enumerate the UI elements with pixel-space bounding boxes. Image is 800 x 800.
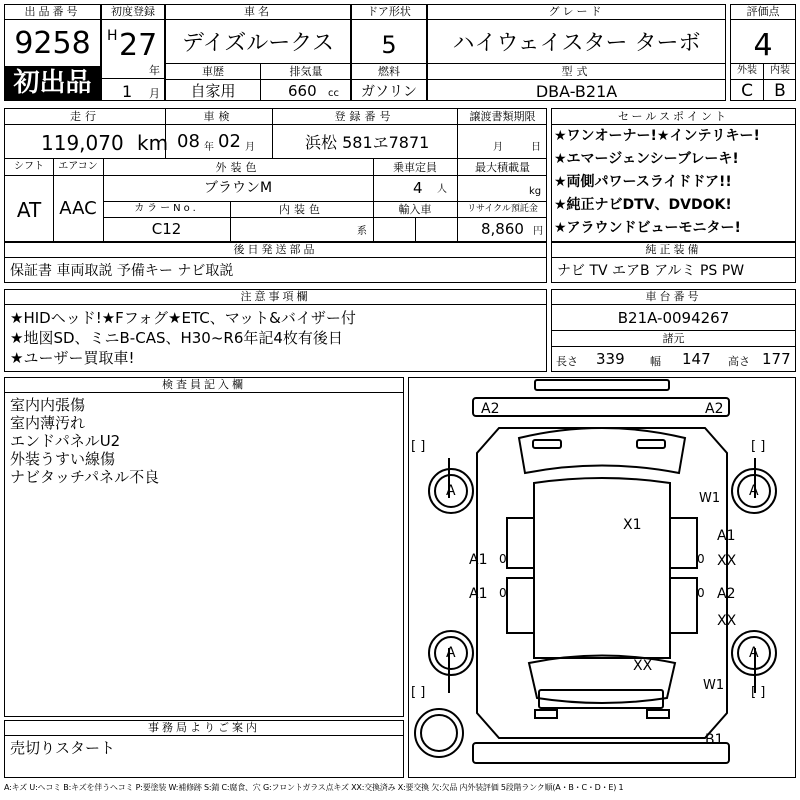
car-history: 自家用: [190, 82, 236, 100]
equip-value: ナビ TV エアB アルミ PS PW: [557, 263, 745, 279]
mark-a1-left-front: A1: [469, 552, 488, 568]
int-score: B: [774, 81, 786, 101]
notes-line-3: ★ユーザー買取車!: [10, 349, 135, 367]
reg-box: [101, 4, 165, 101]
details-box: [4, 108, 547, 242]
mark-w1-rear: W1: [703, 678, 725, 693]
mark-zero-right-rear: 0: [697, 586, 705, 600]
mark-wheel-fl: A: [446, 483, 456, 499]
inspector-line-4: 外装うすい線傷: [10, 450, 116, 468]
ext-score-label: 外装: [737, 65, 757, 76]
height-label: 高さ: [728, 355, 750, 368]
inspection-year-unit: 年: [204, 142, 214, 153]
car-name: デイズルークス: [181, 31, 335, 56]
length-label: 長さ: [556, 355, 578, 368]
ext-score: C: [741, 81, 753, 101]
car-history-label: 車歴: [202, 65, 224, 78]
parts-value: 保証書 車両取説 予備キー ナビ取説: [10, 263, 234, 279]
recycle-label: リサイクル預託金: [467, 204, 538, 214]
bracket-fr: [ ]: [751, 439, 766, 454]
inspection-month-unit: 月: [245, 142, 255, 153]
inspector-line-1: 室内内張傷: [10, 396, 86, 414]
door-box: [351, 4, 427, 101]
reg-month-unit: 月: [149, 87, 160, 100]
listing-no-label: 出品番号: [5, 5, 100, 20]
model-label: 型式: [561, 65, 592, 78]
width-label: 幅: [650, 355, 661, 368]
load-unit: kg: [529, 186, 542, 197]
plate-label: 登録番号: [334, 110, 395, 123]
sales-line-4: ★純正ナビDTV、DVDOK!: [554, 197, 732, 213]
inspection-label: 車検: [203, 110, 234, 123]
mark-a2-right-rear: A2: [717, 586, 736, 602]
first-listing-badge: 初出品: [5, 66, 100, 100]
dims-label: 諸元: [662, 332, 685, 345]
listing-box: [4, 4, 101, 101]
notes-box: [4, 289, 547, 372]
equip-label: 純正装備: [552, 243, 795, 258]
sales-label: セールスポイント: [552, 109, 795, 125]
chassis-label: 車台番号: [552, 290, 795, 305]
score-box: [730, 4, 796, 101]
legend: A:キズ U:ヘコミ B:キズを伴うヘコミ P:要塗装 W:補修跡 S:錆 C:腐食、穴 G:フロントガラス点キズ XX:交換済み X:要交換 欠:欠品 内外装評価 5段階ランク順(A・B・C・D・E) 1: [4, 783, 624, 792]
reg-year: 27: [119, 28, 158, 63]
sales-line-3: ★両側パワースライドドア!!: [554, 174, 732, 190]
int-color-unit: 系: [357, 226, 367, 237]
import-label: 輸入車: [398, 203, 432, 216]
mileage-label: 走行: [70, 110, 100, 123]
mark-xx-right-rear: XX: [717, 613, 737, 629]
reg-year-unit: 年: [149, 64, 160, 77]
bracket-rr: [ ]: [751, 685, 766, 700]
fuel-value: ガソリン: [361, 84, 417, 100]
load-label: 最大積載量: [475, 161, 530, 174]
inspector-line-5: ナビタッチパネル不良: [10, 468, 160, 486]
parts-box: [4, 242, 547, 283]
length-value: 339: [596, 350, 625, 368]
inspector-line-2: 室内薄汚れ: [10, 414, 86, 432]
fuel-label: 燃料: [378, 65, 400, 78]
int-score-label: 内装: [770, 65, 790, 76]
ext-color-value: ブラウンM: [203, 180, 273, 196]
mark-front-left: A2: [481, 401, 500, 417]
transfer-label: 譲渡書類期限: [469, 110, 536, 123]
width-value: 147: [682, 350, 711, 368]
reg-era: H: [107, 28, 118, 44]
mark-a1-left-rear: A1: [469, 586, 488, 602]
recycle-unit: 円: [533, 226, 543, 237]
transfer-day-unit: 日: [531, 142, 541, 153]
equip-box: [551, 242, 796, 283]
mark-b1: B1: [705, 732, 724, 748]
chassis-box: [551, 289, 796, 372]
inspector-label: 検査員記入欄: [5, 378, 403, 393]
car-disp-label: 排気量: [289, 65, 323, 78]
mark-zero-right-front: 0: [697, 552, 705, 566]
mark-w1-front: W1: [699, 491, 721, 506]
score-label: 評価点: [731, 5, 795, 20]
mark-zero-left-front: 0: [499, 552, 507, 566]
plate-value: 浜松 581ヱ7871: [305, 133, 430, 152]
model-value: DBA-B21A: [535, 82, 618, 101]
chassis-value: B21A-0094267: [617, 309, 730, 327]
capacity-label: 乗車定員: [393, 161, 437, 174]
shift-label: シフト: [14, 161, 44, 172]
shift-value: AT: [16, 198, 42, 222]
mileage-unit: km: [137, 131, 169, 155]
mark-xx-right-front: XX: [717, 553, 737, 569]
car-outline: [409, 378, 795, 777]
mark-wheel-rr: A: [749, 645, 759, 661]
mark-wheel-fr: A: [749, 483, 759, 499]
office-label: 事務局よりご案内: [5, 721, 403, 736]
grade-value: ハイウェイスター ターボ: [452, 31, 701, 56]
color-code-label: カラーNo.: [134, 203, 199, 214]
grade-box: [427, 4, 726, 101]
car-name-label: 車名: [166, 5, 350, 20]
door-label: ドア形状: [352, 5, 426, 20]
damage-diagram: [408, 377, 796, 778]
car-disp-unit: cc: [328, 88, 339, 99]
car-disp: 660: [288, 82, 317, 100]
listing-no: 9258: [14, 26, 91, 61]
transfer-month-unit: 月: [493, 142, 503, 153]
score-value: 4: [753, 28, 773, 63]
grade-label: グレード: [428, 5, 725, 20]
ext-color-label: 外装色: [215, 161, 261, 174]
mark-wheel-rl: A: [446, 645, 456, 661]
notes-label: 注意事項欄: [5, 290, 546, 305]
mark-x1: X1: [623, 517, 642, 533]
mark-a1-right-front: A1: [717, 528, 736, 544]
recycle-value: 8,860: [481, 220, 524, 238]
sales-line-5: ★アラウンドビューモニター!: [554, 220, 741, 236]
car-box: [165, 4, 351, 101]
capacity-value: 4: [413, 179, 423, 197]
bracket-fl: [ ]: [411, 439, 426, 454]
door-value: 5: [381, 31, 397, 59]
ac-label: エアコン: [58, 161, 98, 172]
bracket-rl: [ ]: [411, 685, 426, 700]
notes-line-2: ★地図SD、ミニB-CAS、H30~R6年記4枚有後日: [10, 329, 343, 347]
inspection-month: 02: [218, 131, 241, 152]
inspector-box: [4, 377, 404, 717]
int-color-label: 内装色: [279, 203, 324, 216]
sales-line-2: ★エマージェンシーブレーキ!: [554, 151, 739, 167]
color-code: C12: [151, 220, 182, 238]
office-box: [4, 720, 404, 778]
mileage-value: 119,070: [41, 131, 124, 155]
sales-box: [551, 108, 796, 242]
reg-month: 1: [122, 82, 133, 101]
capacity-unit: 人: [437, 184, 447, 195]
office-value: 売切りスタート: [10, 739, 116, 757]
height-value: 177: [762, 350, 791, 368]
inspection-year: 08: [177, 131, 200, 152]
notes-line-1: ★HIDヘッド!★Fフォグ★ETC、マット&バイザー付: [10, 309, 356, 327]
reg-label: 初度登録: [102, 5, 164, 20]
mark-front-right: A2: [705, 401, 724, 417]
ac-value: AAC: [59, 198, 97, 219]
sales-line-1: ★ワンオーナー!★インテリキー!: [554, 128, 760, 144]
parts-label: 後日発送部品: [5, 243, 546, 258]
mark-zero-left-rear: 0: [499, 586, 507, 600]
mark-xx-rear: XX: [633, 658, 653, 674]
inspector-line-3: エンドパネルU2: [10, 432, 121, 450]
